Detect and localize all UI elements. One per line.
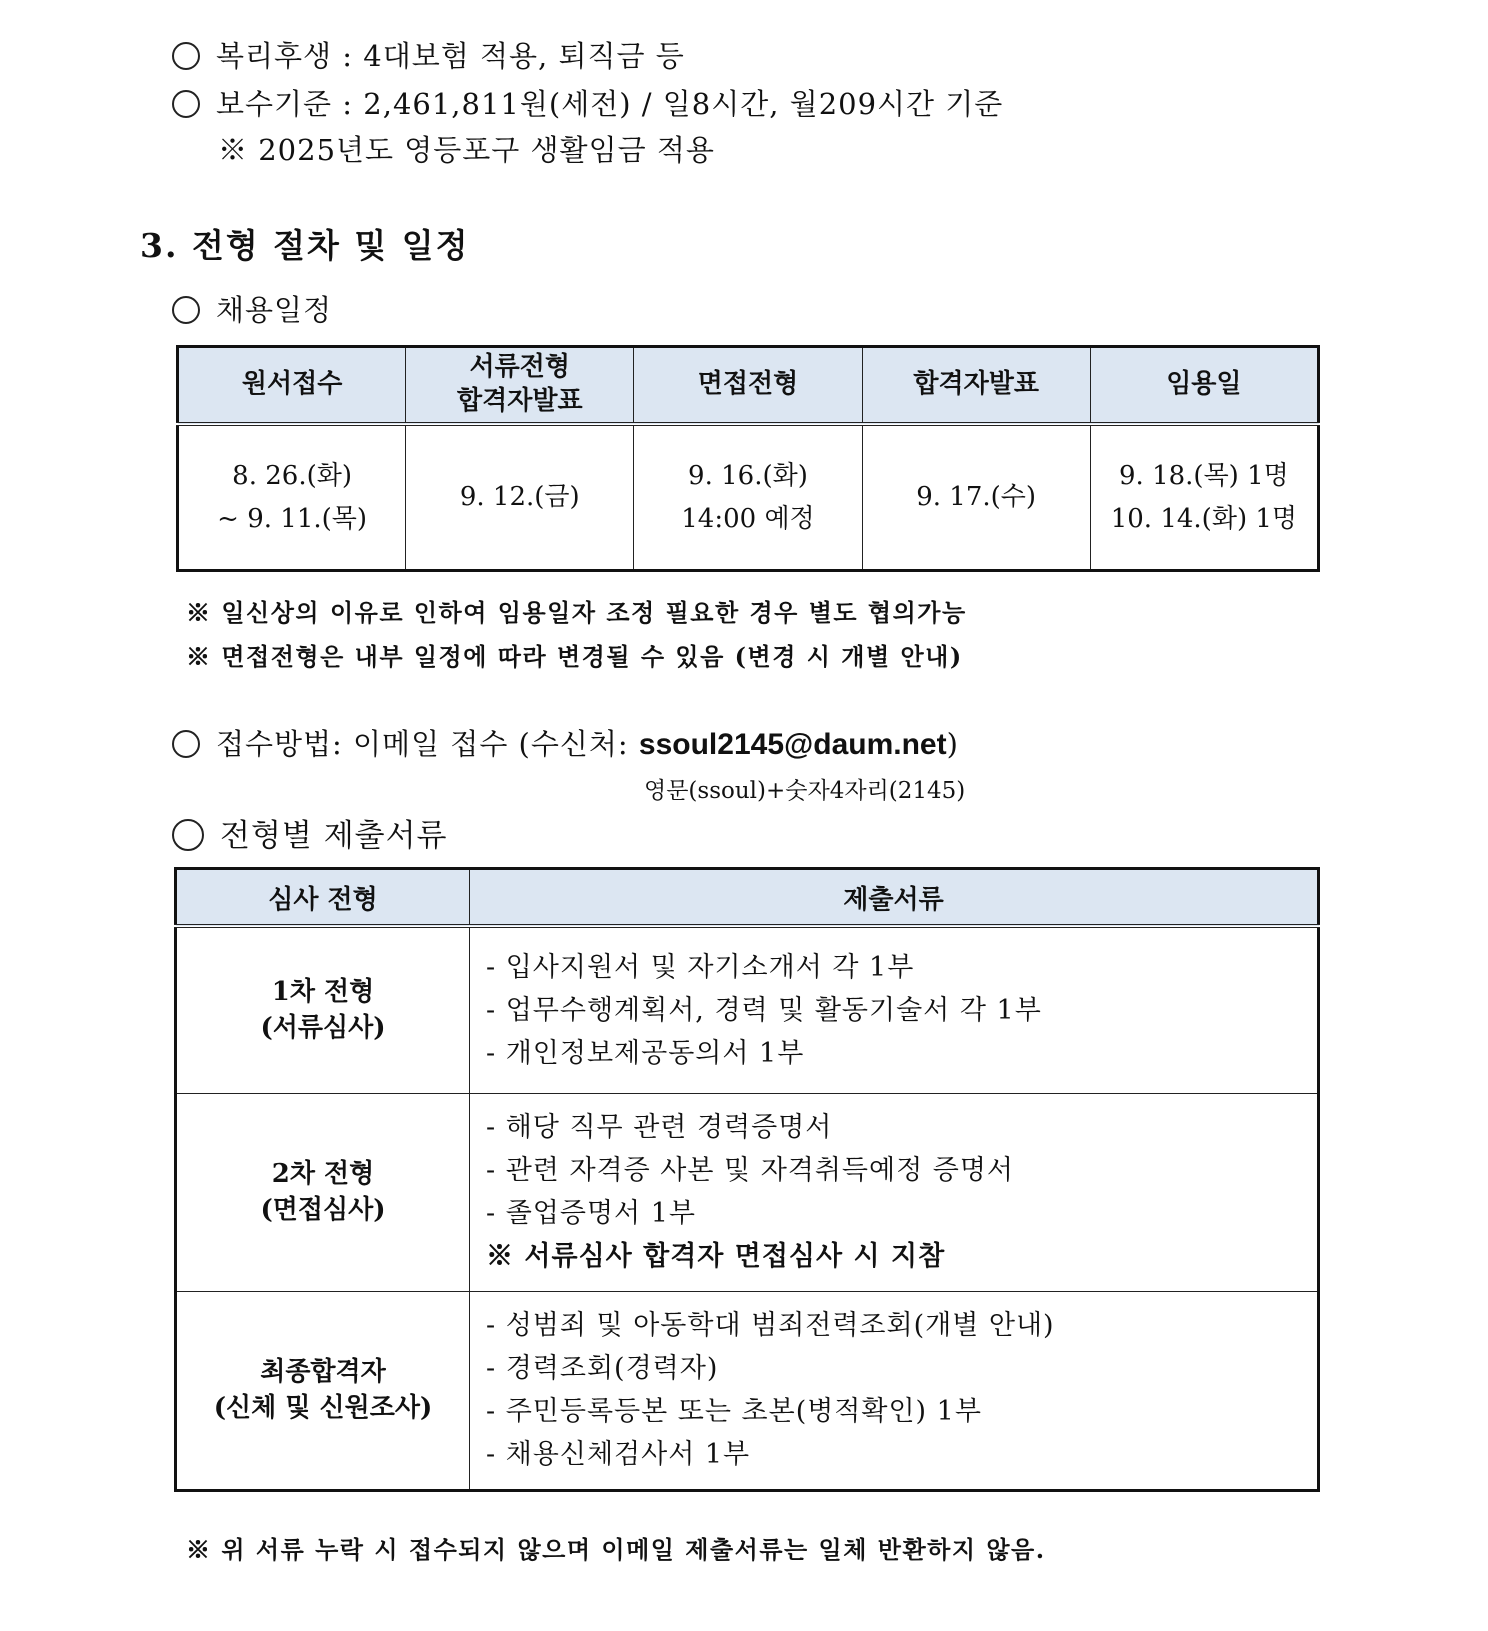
document-item: - 업무수행계획서, 경력 및 활동기술서 각 1부 [486,994,1042,1026]
document-note: ※ 서류심사 합격자 면접심사 시 지참 [486,1241,946,1272]
schedule-header-cell [1090,347,1318,425]
documents-cell [470,1093,1319,1291]
salary-line: 보수기준 : 2,461,811원(세전) / 일8시간, 월209시간 기준 [172,82,1003,123]
cell-document-result-date: 9. 12.(금) [459,482,580,513]
documents-cell [470,926,1319,1093]
final-note: ※ 위 서류 누락 시 접수되지 않으며 이메일 제출서류는 일체 반환하지 않음. [186,1535,1046,1564]
header-document-result: 서류전형 합격자발표 [456,352,583,416]
circle-bullet-icon [172,819,204,851]
section-title: 3. 전형 절차 및 일정 [140,226,470,265]
circle-bullet-icon [172,730,200,758]
schedule-note: ※ 면접전형은 내부 일정에 따라 변경될 수 있음 (변경 시 개별 안내) [186,642,963,671]
documents-header-cell [176,869,470,927]
schedule-note: ※ 일신상의 이유로 인하여 임용일자 조정 필요한 경우 별도 협의가능 [186,598,967,627]
docs-title-line [172,810,447,855]
documents-row [176,1093,1319,1291]
schedule-cell [406,424,634,571]
living-wage-note: ※ 2025년도 영등포구 생활임금 적용 [218,133,715,167]
circle-bullet-icon [172,296,200,324]
schedule-header-cell [178,347,406,425]
stage-cell [176,926,470,1093]
document-item: - 해당 직무 관련 경력증명서 [486,1112,833,1143]
header-appointment: 임용일 [1166,369,1242,400]
schedule-title-line [172,288,332,329]
header-interview: 면접전형 [697,369,799,400]
schedule-header-cell [406,347,634,425]
schedule-row [178,424,1319,571]
application-label: 접수방법: 이메일 접수 (수신처: [216,727,639,761]
documents-header-row [176,869,1319,927]
documents-table [174,867,1320,1492]
welfare-label: 복리후생 [216,39,333,73]
document-item: - 주민등록등본 또는 초본(병적확인) 1부 [486,1396,982,1427]
document-item: - 입사지원서 및 자기소개서 각 1부 [486,951,915,983]
header-final-result: 합격자발표 [913,369,1039,400]
circle-bullet-icon [172,42,200,70]
schedule-title: 채용일정 [216,293,333,327]
documents-row [176,926,1319,1093]
welfare-text: 4대보험 적용, 퇴직금 등 [363,39,685,73]
email-hint: 영문(ssoul)+숫자4자리(2145) [644,778,966,804]
documents-row [176,1291,1319,1490]
stage-label: 2차 전형 (면접심사) [260,1158,386,1225]
docs-title: 전형별 제출서류 [220,818,448,854]
cell-appointment-dates: 9. 18.(목) 1명 10. 14.(화) 1명 [1110,460,1298,534]
stage-label: 1차 전형 (서류심사) [260,976,386,1044]
schedule-header-row [178,347,1319,425]
schedule-table [176,345,1320,572]
application-line [172,722,959,763]
cell-final-result-date: 9. 17.(수) [916,482,1037,513]
welfare-line: 복리후생 : 4대보험 적용, 퇴직금 등 [172,34,685,75]
document-item: - 개인정보제공동의서 1부 [486,1037,805,1069]
application-email-link[interactable]: ssoul2145@daum.net [638,728,947,761]
schedule-cell [862,424,1090,571]
documents-cell [470,1291,1319,1490]
stage-cell [176,1291,470,1490]
schedule-header-cell [862,347,1090,425]
header-application: 원서접수 [241,369,343,400]
salary-label: 보수기준 [216,87,333,121]
document-item: - 관련 자격증 사본 및 자격취득예정 증명서 [486,1155,1015,1186]
document-item: - 경력조회(경력자) [486,1353,719,1384]
application-close: ) [946,727,959,761]
document-item: - 졸업증명서 1부 [486,1198,696,1229]
header-stage: 심사 전형 [268,884,378,915]
document-item: - 채용신체검사서 1부 [486,1439,751,1470]
documents-header-cell [470,869,1319,927]
salary-text: 2,461,811원(세전) / 일8시간, 월209시간 기준 [363,87,1004,121]
cell-interview-date: 9. 16.(화) 14:00 예정 [681,460,815,534]
header-documents: 제출서류 [843,884,944,915]
cell-application-dates: 8. 26.(화) ~ 9. 11.(목) [217,460,368,534]
stage-cell [176,1093,470,1291]
schedule-cell [634,424,862,571]
schedule-header-cell [634,347,862,425]
schedule-cell [1090,424,1318,571]
stage-label: 최종합격자 (신체 및 신원조사) [213,1356,433,1423]
document-item: - 성범죄 및 아동학대 범죄전력조회(개별 안내) [486,1310,1055,1341]
circle-bullet-icon [172,90,200,118]
schedule-cell [178,424,406,571]
